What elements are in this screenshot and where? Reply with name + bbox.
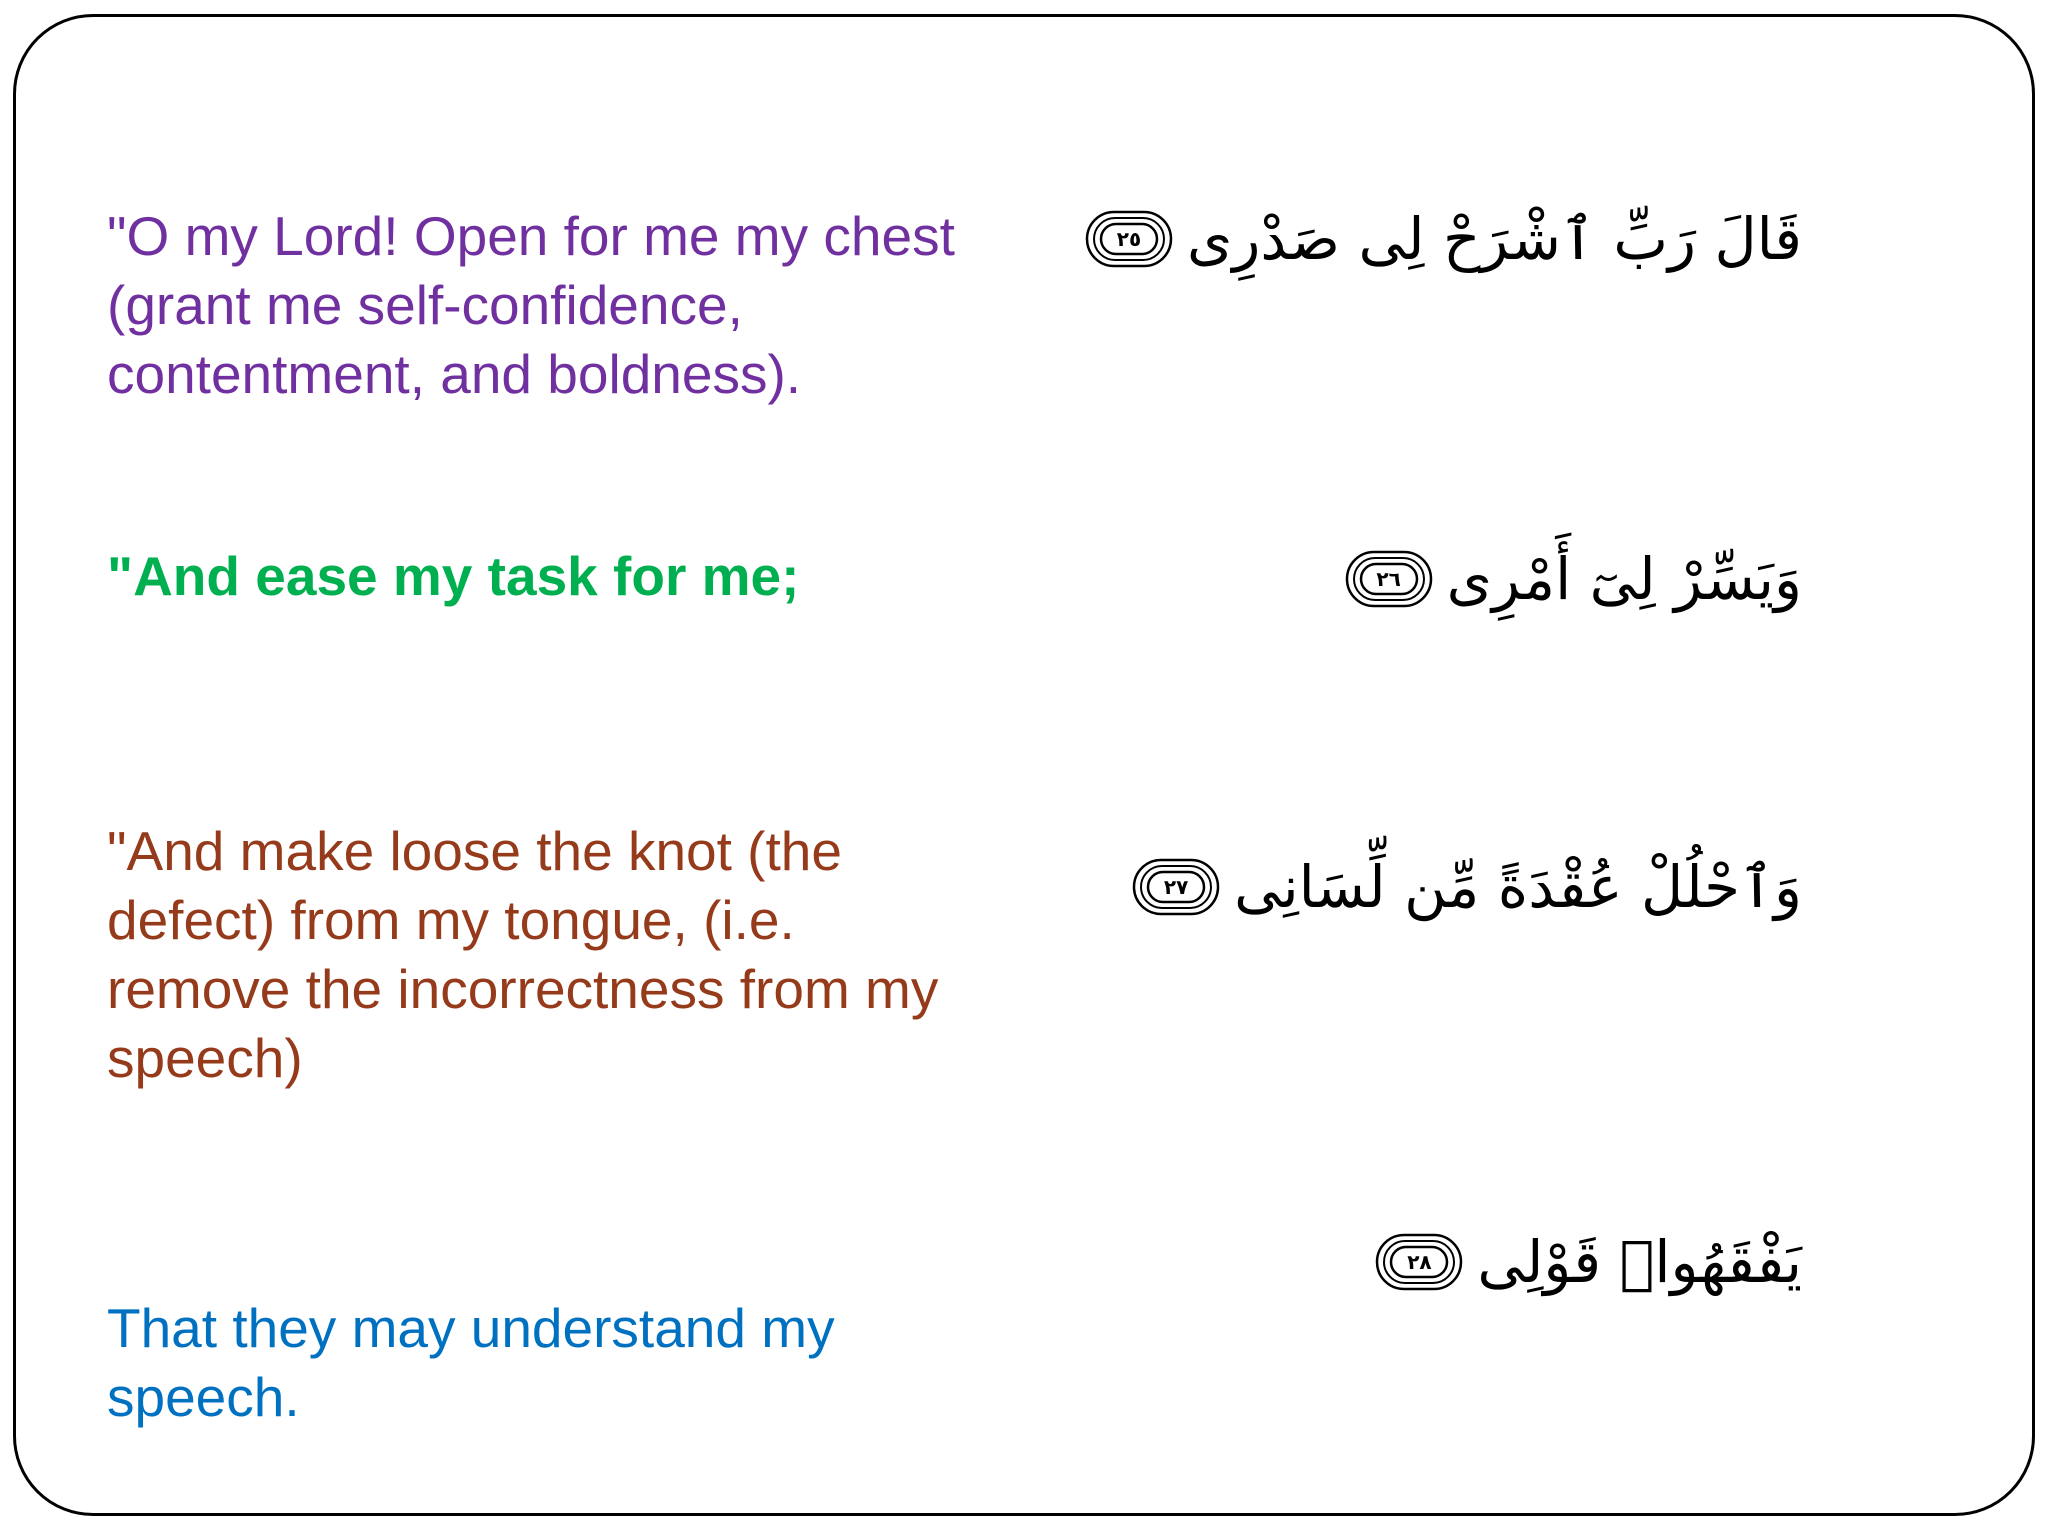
translation-verse-27: "And make loose the knot (the defect) from my tongue, (i.e. remove the incorrectness from my speech) <box>107 820 939 1089</box>
arabic-text: قَالَ رَبِّ ٱشْرَحْ لِى صَدْرِى <box>1186 205 1802 273</box>
translation-verse-25: "O my Lord! Open for me my chest (grant me self-confidence, contentment, and boldness). <box>107 205 955 405</box>
arabic-verse-26 <box>1345 545 1802 613</box>
arabic-verse-28 <box>1375 1228 1802 1296</box>
verse-end-marker-icon <box>1132 856 1220 918</box>
arabic-text: وَيَسِّرْ لِىٓ أَمْرِى <box>1446 545 1802 613</box>
arabic-text: يَفْقَهُوا۟ قَوْلِى <box>1477 1228 1802 1296</box>
translation-verse-28: That they may understand my speech. <box>107 1297 835 1428</box>
verse-number: ٢٨ <box>1407 1250 1432 1274</box>
verse-number: ٢٧ <box>1163 875 1189 899</box>
arabic-verse-27 <box>1132 853 1802 921</box>
verse-number: ٢٦ <box>1376 567 1401 591</box>
verse-end-marker-icon <box>1375 1231 1463 1293</box>
verse-number: ٢٥ <box>1116 227 1142 251</box>
verse-end-marker-icon <box>1345 548 1433 610</box>
verse-end-marker-icon <box>1085 208 1173 270</box>
translation-verse-26: "And ease my task for me; <box>107 545 800 607</box>
arabic-verse-25 <box>1085 205 1802 273</box>
arabic-text: وَٱحْلُلْ عُقْدَةً مِّن لِّسَانِى <box>1234 853 1802 921</box>
